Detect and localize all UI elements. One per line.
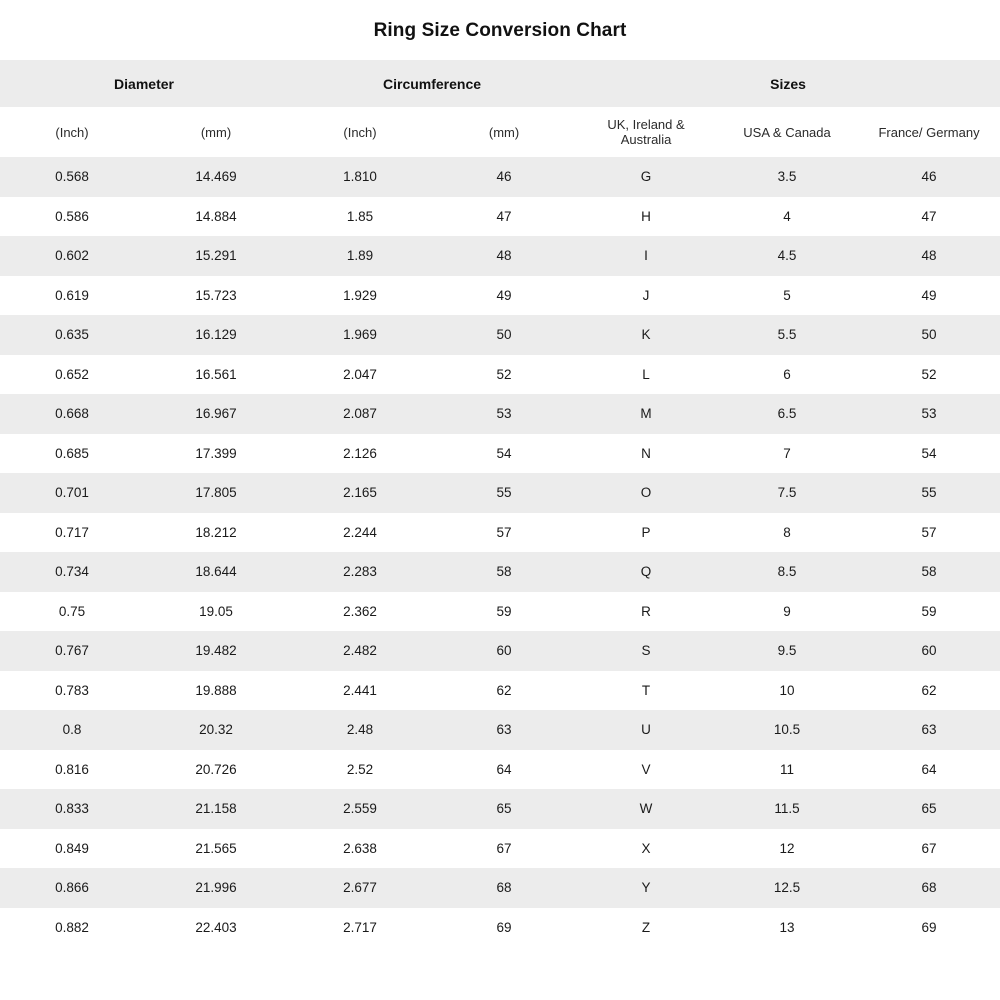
table-cell: 57 [858,513,1000,553]
table-cell: 52 [858,355,1000,395]
table-row [0,671,1000,711]
table-cell: G [576,157,716,197]
table-cell: 10 [716,671,858,711]
table-cell: 52 [432,355,576,395]
table-row [0,631,1000,671]
table-cell: U [576,710,716,750]
table-cell: 47 [858,197,1000,237]
table-cell: 2.047 [288,355,432,395]
group-header-circumference: Circumference [288,60,576,107]
table-cell: H [576,197,716,237]
table-cell: N [576,434,716,474]
table-cell: 16.561 [144,355,288,395]
table-cell: 0.619 [0,276,144,316]
table-cell: K [576,315,716,355]
table-cell: 2.717 [288,908,432,948]
table-cell: 2.283 [288,552,432,592]
table-cell: 62 [432,671,576,711]
table-cell: 48 [432,236,576,276]
table-cell: 8 [716,513,858,553]
table-cell: 50 [432,315,576,355]
table-cell: 0.833 [0,789,144,829]
table-cell: 8.5 [716,552,858,592]
table-cell: 65 [858,789,1000,829]
table-cell: 53 [858,394,1000,434]
table-cell: 1.929 [288,276,432,316]
table-cell: 10.5 [716,710,858,750]
page-title: Ring Size Conversion Chart [373,20,627,41]
table-row [0,829,1000,869]
table-row [0,157,1000,197]
table-cell: 63 [858,710,1000,750]
table-cell: 54 [432,434,576,474]
table-cell: 18.644 [144,552,288,592]
table-cell: 14.884 [144,197,288,237]
table-cell: Q [576,552,716,592]
table-cell: 19.05 [144,592,288,632]
table-row [0,236,1000,276]
table-row [0,552,1000,592]
table-cell: 9.5 [716,631,858,671]
table-cell: 67 [432,829,576,869]
table-cell: 0.816 [0,750,144,790]
table-cell: 1.89 [288,236,432,276]
table-cell: 20.32 [144,710,288,750]
table-cell: 7.5 [716,473,858,513]
table-cell: 4 [716,197,858,237]
table-cell: 0.685 [0,434,144,474]
table-row [0,789,1000,829]
table-cell: X [576,829,716,869]
table-cell: 64 [858,750,1000,790]
table-cell: 63 [432,710,576,750]
table-cell: 0.586 [0,197,144,237]
table-cell: 15.291 [144,236,288,276]
table-cell: 0.767 [0,631,144,671]
table-cell: 7 [716,434,858,474]
table-cell: M [576,394,716,434]
table-cell: 46 [858,157,1000,197]
table-cell: 0.882 [0,908,144,948]
table-cell: J [576,276,716,316]
table-cell: 21.565 [144,829,288,869]
sub-header-uk-ireland-australia: UK, Ireland & Australia [576,107,716,157]
table-cell: 2.165 [288,473,432,513]
table-row [0,315,1000,355]
table-cell: 60 [858,631,1000,671]
group-header-sizes: Sizes [576,60,1000,107]
table-cell: 55 [858,473,1000,513]
table-cell: 2.638 [288,829,432,869]
table-cell: 12.5 [716,868,858,908]
table-cell: 55 [432,473,576,513]
table-cell: 3.5 [716,157,858,197]
table-cell: 0.602 [0,236,144,276]
table-cell: 6 [716,355,858,395]
table-cell: 17.805 [144,473,288,513]
table-cell: 0.668 [0,394,144,434]
table-header [0,60,1000,157]
table-cell: 58 [432,552,576,592]
sub-header-row [0,107,1000,157]
table-cell: 48 [858,236,1000,276]
table-cell: I [576,236,716,276]
table-cell: 53 [432,394,576,434]
table-cell: 58 [858,552,1000,592]
table-cell: 5.5 [716,315,858,355]
sub-header-diameter-mm: (mm) [144,107,288,157]
table-cell: 4.5 [716,236,858,276]
table-cell: 64 [432,750,576,790]
table-cell: 0.8 [0,710,144,750]
table-cell: 2.482 [288,631,432,671]
table-cell: 1.810 [288,157,432,197]
group-header-diameter: Diameter [0,60,288,107]
table-cell: Y [576,868,716,908]
table-cell: T [576,671,716,711]
group-header-row [0,60,1000,107]
table-row [0,355,1000,395]
table-cell: 21.996 [144,868,288,908]
table-cell: 2.52 [288,750,432,790]
table-cell: 50 [858,315,1000,355]
table-cell: 2.677 [288,868,432,908]
table-cell: 14.469 [144,157,288,197]
table-cell: 49 [432,276,576,316]
table-cell: 9 [716,592,858,632]
table-row [0,276,1000,316]
table-cell: 2.126 [288,434,432,474]
table-row [0,592,1000,632]
table-cell: 59 [858,592,1000,632]
table-cell: 0.734 [0,552,144,592]
table-cell: 16.967 [144,394,288,434]
table-cell: 6.5 [716,394,858,434]
table-cell: Z [576,908,716,948]
sub-header-usa-canada: USA & Canada [716,107,858,157]
table-cell: 1.969 [288,315,432,355]
table-cell: 19.482 [144,631,288,671]
table-cell: 0.635 [0,315,144,355]
table-cell: 11 [716,750,858,790]
table-row [0,868,1000,908]
table-cell: 68 [858,868,1000,908]
table-cell: 2.362 [288,592,432,632]
table-cell: 0.849 [0,829,144,869]
table-cell: 0.701 [0,473,144,513]
table-cell: 15.723 [144,276,288,316]
table-cell: 0.866 [0,868,144,908]
table-cell: 65 [432,789,576,829]
table-cell: 59 [432,592,576,632]
table-cell: 60 [432,631,576,671]
table-cell: S [576,631,716,671]
table-cell: 0.75 [0,592,144,632]
table-row [0,710,1000,750]
table-cell: 16.129 [144,315,288,355]
table-cell: 17.399 [144,434,288,474]
table-cell: 22.403 [144,908,288,948]
table-cell: 0.783 [0,671,144,711]
table-cell: 20.726 [144,750,288,790]
table-cell: 11.5 [716,789,858,829]
table-cell: 0.652 [0,355,144,395]
sub-header-france-germany: France/ Germany [858,107,1000,157]
table-cell: 47 [432,197,576,237]
table-cell: L [576,355,716,395]
table-cell: 69 [432,908,576,948]
table-body [0,157,1000,947]
table-cell: 57 [432,513,576,553]
table-cell: 46 [432,157,576,197]
table-cell: 69 [858,908,1000,948]
table-cell: O [576,473,716,513]
table-cell: 19.888 [144,671,288,711]
table-cell: V [576,750,716,790]
table-row [0,394,1000,434]
table-cell: 0.568 [0,157,144,197]
table-cell: 2.559 [288,789,432,829]
table-cell: 54 [858,434,1000,474]
table-cell: 5 [716,276,858,316]
table-row [0,750,1000,790]
table-cell: 12 [716,829,858,869]
table-cell: W [576,789,716,829]
table-cell: 68 [432,868,576,908]
sub-header-circumference-mm: (mm) [432,107,576,157]
table-row [0,197,1000,237]
sub-header-diameter-inch: (Inch) [0,107,144,157]
table-cell: 62 [858,671,1000,711]
table-row [0,434,1000,474]
table-cell: 2.48 [288,710,432,750]
table-cell: 2.244 [288,513,432,553]
sub-header-circumference-inch: (Inch) [288,107,432,157]
table-cell: P [576,513,716,553]
table-row [0,513,1000,553]
table-cell: 49 [858,276,1000,316]
table-cell: 1.85 [288,197,432,237]
table-cell: 13 [716,908,858,948]
table-cell: 0.717 [0,513,144,553]
table-cell: 21.158 [144,789,288,829]
table-row [0,908,1000,948]
table-cell: R [576,592,716,632]
ring-size-table [0,60,1000,947]
table-row [0,473,1000,513]
table-cell: 67 [858,829,1000,869]
table-cell: 2.087 [288,394,432,434]
table-cell: 2.441 [288,671,432,711]
table-cell: 18.212 [144,513,288,553]
